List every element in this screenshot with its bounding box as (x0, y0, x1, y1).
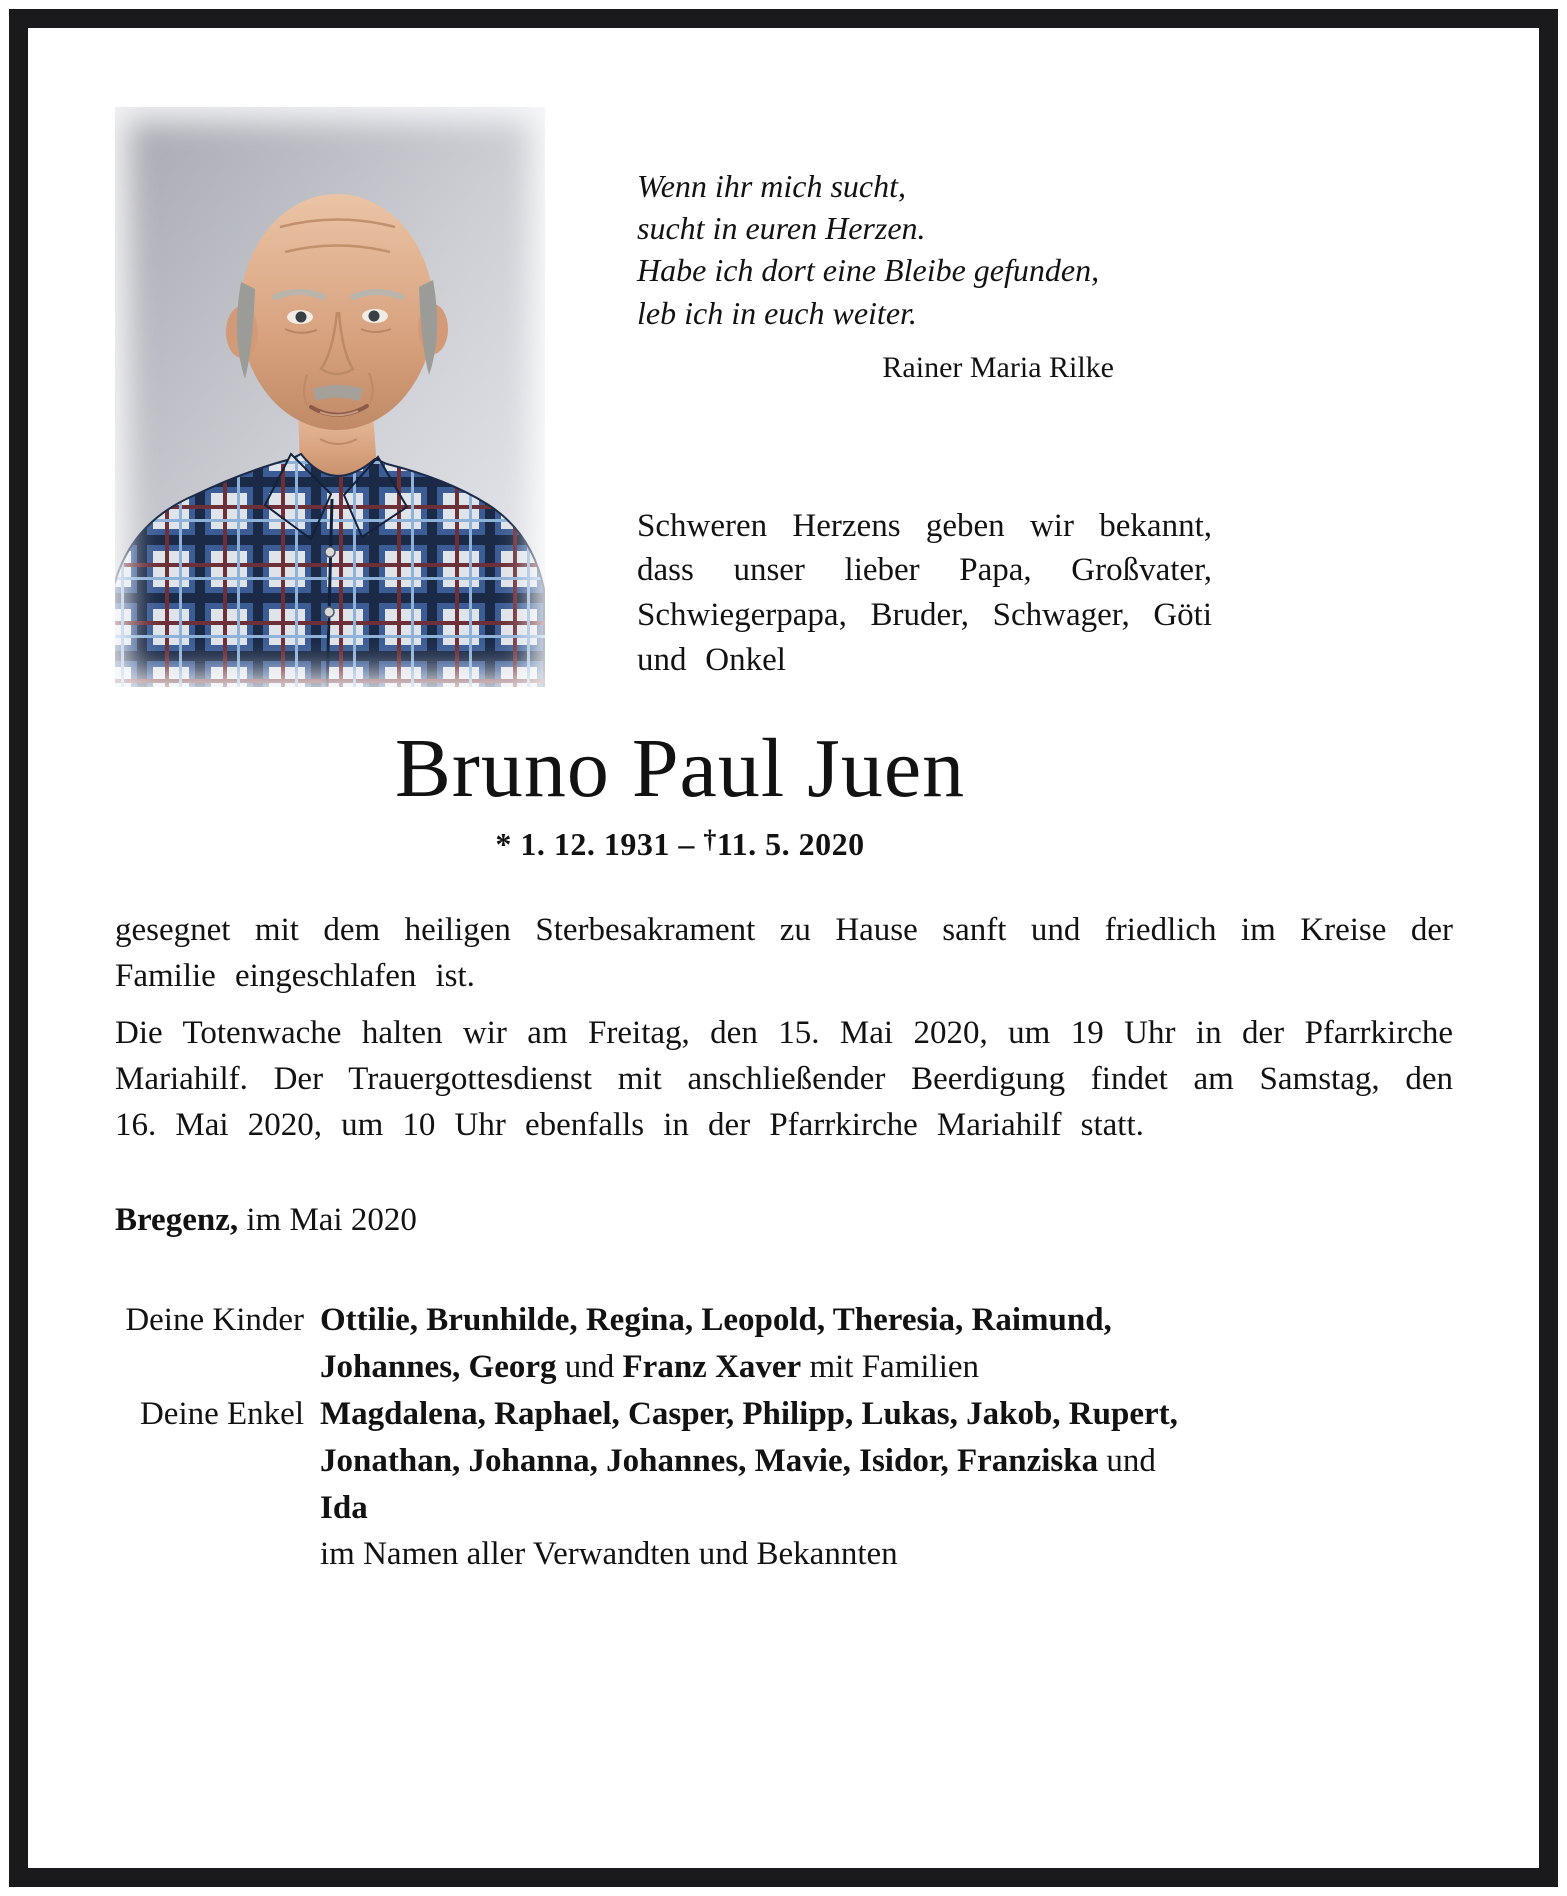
grandchildren-label: Deine Enkel (139, 1395, 304, 1432)
poem-line: sucht in euren Herzen. (637, 210, 926, 247)
children-last-name: Franz Xaver (622, 1348, 802, 1385)
grandchildren-names (320, 1391, 1200, 1578)
life-dates (115, 825, 1245, 863)
children-names-main: Ottilie, Brunhilde, Regina, Leopold, Theresia, Raimund, Johannes, Georg (320, 1302, 1112, 1385)
grandchildren-names-main: Magdalena, Raphael, Casper, Philipp, Lukas, Jakob, Rupert, Jonathan, Johanna, Johannes, Mavie, Isidor, Franziska (320, 1395, 1178, 1479)
children-names (320, 1297, 1200, 1391)
announcement-text: Schweren Herzens geben wir bekannt, dass unser lieber Papa, Großvater, Schwiegerpapa, Bruder, Schwager, Göti und Onkel (637, 507, 1212, 679)
poem-attribution: Rainer Maria Rilke (882, 350, 1114, 384)
poem-line: Wenn ihr mich sucht, (637, 168, 907, 204)
paragraph-passing: gesegnet mit dem heiligen Sterbesakrament zu Hause sanft und friedlich im Kreise der Familie eingeschlafen ist. (115, 912, 1453, 995)
children-label: Deine Kinder (125, 1302, 304, 1339)
deceased-name: Bruno Paul Juen (394, 722, 966, 815)
birth-date: 1. 12. 1931 (520, 826, 670, 863)
grandchildren-last-name: Ida (320, 1489, 368, 1526)
closing-line: im Namen aller Verwandten und Bekannten (320, 1536, 898, 1573)
grandchildren-und: und (1098, 1442, 1156, 1479)
birth-symbol: * (495, 826, 512, 863)
death-date: 11. 5. 2020 (716, 826, 865, 863)
poem (637, 165, 1212, 388)
black-border-frame (9, 9, 1558, 1887)
family-section (115, 1297, 1453, 1578)
children-und: und (556, 1348, 623, 1385)
portrait-photo (115, 107, 545, 687)
obituary-content (28, 28, 1539, 1578)
top-section (115, 107, 1453, 687)
poem-line: Habe ich dort eine Bleibe gefunden, (637, 252, 1100, 289)
date-text: im Mai 2020 (246, 1202, 417, 1239)
poem-line: leb ich in euch weiter. (637, 294, 917, 331)
place-date-line (115, 1202, 1453, 1239)
children-suffix: mit Familien (801, 1348, 980, 1385)
name-block (115, 722, 1245, 863)
portrait-illustration (115, 107, 545, 687)
cross-symbol: † (703, 825, 717, 855)
paragraph-funeral-details: Die Totenwache halten wir am Freitag, den 15. Mai 2020, um 19 Uhr in der Pfarrkirche Mariahilf. Der Trauergottesdienst mit anschließender Beerdigung findet am Samstag, den 16. Mai 2020, um 10 Uhr ebenfalls in der Pfarrkirche Mariahilf statt. (115, 1014, 1453, 1143)
place-name: Bregenz, (115, 1202, 239, 1239)
right-column (637, 107, 1212, 687)
dates-dash: – (678, 826, 695, 863)
